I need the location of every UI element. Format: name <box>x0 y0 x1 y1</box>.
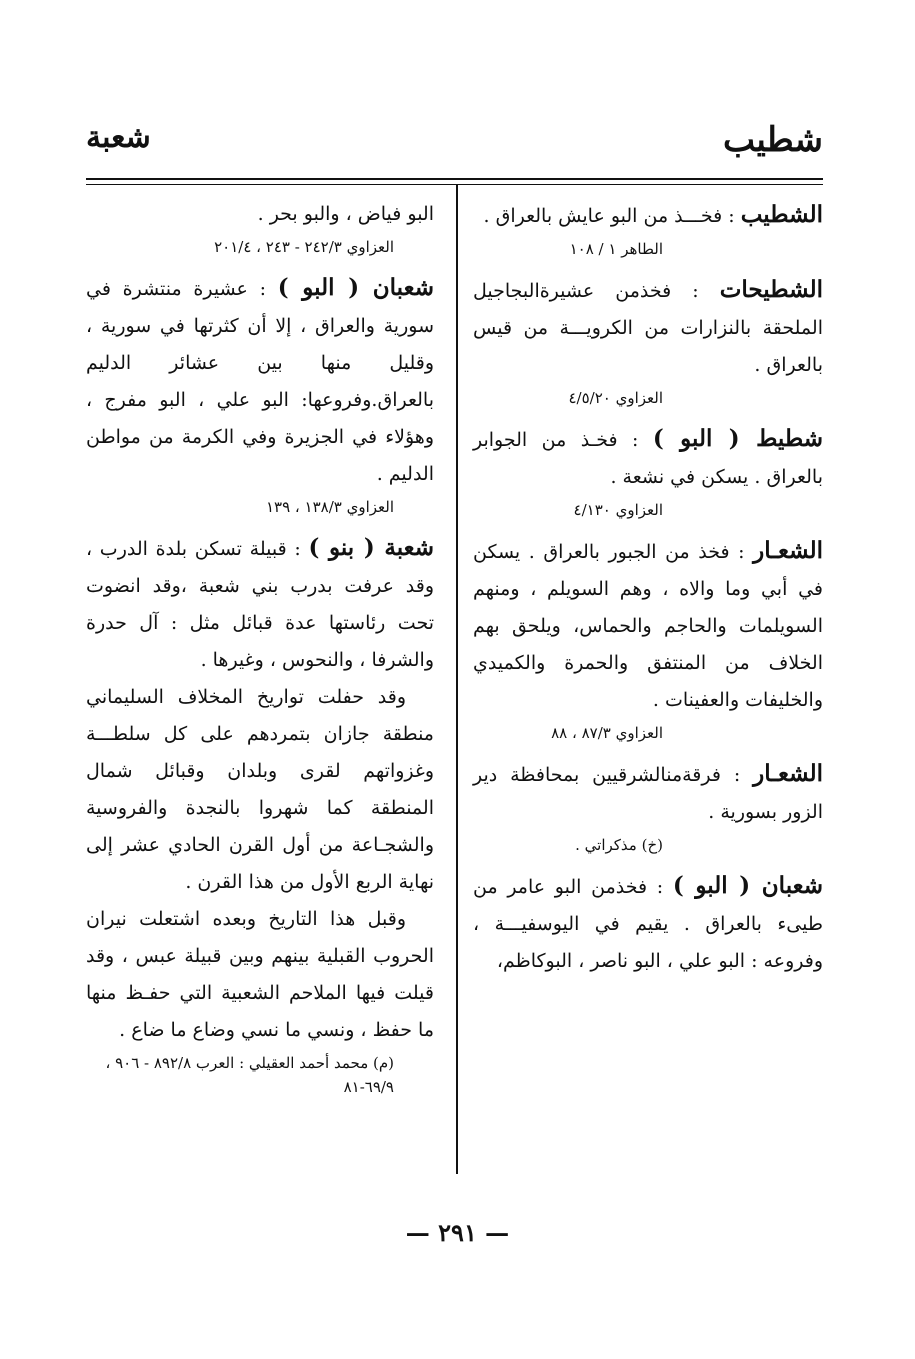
entry-body <box>473 420 823 496</box>
entry-headword: الشطيحات <box>719 276 823 303</box>
entry-body <box>473 532 823 719</box>
entry-shuteib <box>473 196 823 261</box>
entry-text: : فرقةمنالشرقيين بمحافظة دير الزور بسورية . <box>473 764 823 823</box>
entry-source: (م) محمد أحمد العقيلي : العرب ٨٩٢/٨ - ٩٠٦ ، ٦٩/٩-٨١ <box>105 1054 394 1096</box>
entry-body <box>86 269 434 493</box>
entry-headword: شعبان ( البو ) <box>277 274 434 301</box>
entry-paragraph: وقبل هذا التاريخ وبعده اشتعلت نيران الحروب القبلية بينهم وبين قبيلة عبس ، وقد قيلت فيها الملاحم الشعبية التي حفـظ منها ما حفظ ، ونسي ما نسي وضاع ما ضاع . <box>86 908 434 1041</box>
entry-headword: الشعـار <box>753 537 823 564</box>
entry-text: : فخذمن عشيرةالبجاجيل الملحقة بالنزارات من الكرويـــة من قيس بالعراق . <box>473 280 823 376</box>
entry-body <box>473 867 823 980</box>
entry-shuba-bano <box>86 529 434 1099</box>
running-head-first-word: شطيب <box>722 120 823 160</box>
entry-body: البو فياض ، والبو بحر . <box>257 203 434 225</box>
entry-source: العزاوي ١٣٨/٣ ، ١٣٩ <box>265 498 394 516</box>
entry-body <box>86 529 434 679</box>
entry-source: العزاوي ٢٤٢/٣ - ٢٤٣ ، ٢٠١/٤ <box>214 238 394 256</box>
entry-shaaban-albu-1 <box>473 867 823 980</box>
entry-shaar-1 <box>473 532 823 745</box>
entry-shuteit <box>473 420 823 522</box>
entry-text: : عشيرة منتشرة في سورية والعراق ، إلا أن كثرتها في سورية ، وقليل منها بين عشائر الدليم بالعراق.وفروعها: البو علي ، البو مفرج ، وهؤلاء في الجزيرة وفي الكرمة من مواطن الدليم . <box>86 278 434 485</box>
entry-text: : فخـــذ من البو عايش بالعراق . <box>483 205 741 227</box>
entry-body <box>473 196 823 235</box>
entry-source: العزاوي ٤/١٣٠ <box>573 501 663 519</box>
entry-text: : فخذ من الجبور بالعراق . يسكن في أبي وما والاه ، وهم السويلم ، ومنهم السويلمات والحاجم والحماس، ويلحق بهم الخلاف من المنتفق والحمرة والكميدي والخليفات والعفينات . <box>473 541 823 711</box>
entry-shaaban-albu-2 <box>86 269 434 519</box>
entry-continuation <box>86 196 434 259</box>
entry-text: : فخـذ من الجوابر بالعراق . يسكن في نشعة . <box>473 429 823 488</box>
left-column <box>86 196 434 1181</box>
entry-headword: الشطيب <box>740 201 823 228</box>
right-column <box>473 196 823 1181</box>
entry-source: (خ) مذكراتي . <box>575 836 663 854</box>
entry-headword: الشعـار <box>753 760 823 787</box>
page-number: — ٢٩١ — <box>405 1218 510 1247</box>
running-head-last-word: شعبة <box>86 120 151 155</box>
entry-headword: شعبان ( البو ) <box>672 872 823 899</box>
column-divider <box>456 184 458 1174</box>
entry-source: العزاوي ٤/٥/٢٠ <box>568 389 663 407</box>
entry-text: : قبيلة تسكن بلدة الدرب ، وقد عرفت بدرب بني شعبة ،وقد انضوت تحت رئاستها عدة قبائل مثل : آل حدرة والشرفا ، والنحوس ، وغيرها . <box>86 538 434 671</box>
entry-body <box>473 271 823 384</box>
header-rule <box>86 178 823 180</box>
entry-shuteihat <box>473 271 823 410</box>
entry-headword: شطيط ( البو ) <box>652 425 823 452</box>
page-header <box>86 120 823 176</box>
entry-text: : فخذمن البو عامر من طيىء بالعراق . يقيم في اليوسفيـــة ، وفروعه : البو علي ، البو ناصر ، البوكاظم، <box>473 876 823 972</box>
entry-source: العزاوي ٨٧/٣ ، ٨٨ <box>551 724 663 742</box>
entry-body <box>473 755 823 831</box>
entry-shaar-2 <box>473 755 823 857</box>
entry-paragraph: وقد حفلت تواريخ المخلاف السليماني منطقة جازان بتمردهم على كل سلطـــة وغزواتهم لقرى وبلدان وقبائل شمال المنطقة كما شهروا بالنجدة والفروسية والشجـاعة من أول القرن الحادي عشر إلى نهاية الربع الأول من هذا القرن . <box>86 686 434 893</box>
entry-headword: شعبة ( بنو ) <box>308 534 434 561</box>
header-rule-thin <box>86 184 823 185</box>
entry-source: الطاهر ١ / ١٠٨ <box>569 240 663 258</box>
